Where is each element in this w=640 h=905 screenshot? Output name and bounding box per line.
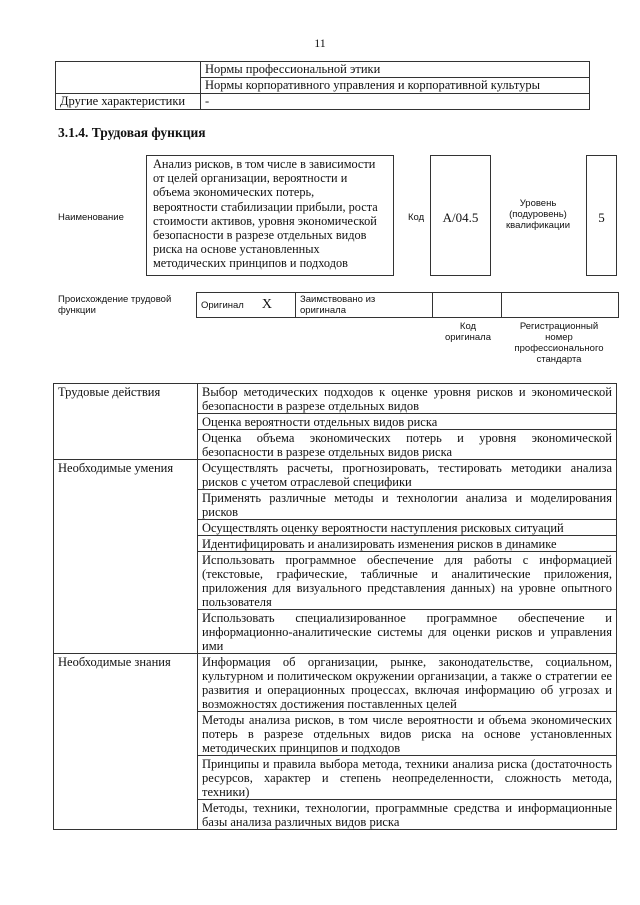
row-label <box>56 78 201 94</box>
group-item: Выбор методических подходов к оценке уровня рисков и экономической безопасности в разрезе отдельных видов <box>198 384 617 414</box>
borrowed-cell <box>296 293 433 318</box>
section-title: 3.1.4. Трудовая функция <box>58 125 206 140</box>
name-label: Наименование <box>58 212 124 223</box>
caption-line: оригинала <box>444 332 491 343</box>
group-item: Использовать специализированное программное обеспечение и информационно-аналитические системы для оценки рисков и управления ими <box>198 610 617 654</box>
table-row <box>54 384 617 414</box>
table-row <box>54 654 617 712</box>
caption-line: Код <box>459 321 477 332</box>
page-number: 11 <box>314 36 326 50</box>
original-mark: X <box>261 297 272 312</box>
row-value: Нормы корпоративного управления и корпоративной культуры <box>201 78 590 94</box>
function-name-line: риска на основе установленных <box>153 242 320 257</box>
caption-line: стандарта <box>536 354 582 365</box>
table-row <box>56 62 590 78</box>
group-item: Методы анализа рисков, в том числе вероятности и объема экономических потерь в разрезе отдельных видов риска на основе установленных методических принципов и подходов <box>198 712 617 756</box>
table-row <box>56 78 590 94</box>
reg-number-cell <box>502 293 619 318</box>
reg-number-caption <box>505 321 613 365</box>
borrowed-label-line: Заимствовано из <box>300 294 376 305</box>
original-code-caption <box>433 321 503 343</box>
function-name-line: стоимости активов, уровня экономической <box>153 213 377 228</box>
level-label-line: (подуровень) <box>509 209 567 220</box>
origin-table <box>196 292 619 318</box>
group-label: Трудовые действия <box>54 384 198 460</box>
origin-label-line: функции <box>58 305 96 316</box>
row-value: - <box>201 94 590 110</box>
function-name-line: от целей организации, вероятности и <box>153 171 348 186</box>
code-label: Код <box>408 212 425 223</box>
function-name-box <box>146 155 394 276</box>
group-item: Использовать программное обеспечение для работы с информацией (текстовые, графические, табличные и аналитические приложения, приложения для визуального представления данных) на уровне опытного пользователя <box>198 552 617 610</box>
level-label-line: квалификации <box>505 220 571 231</box>
level-label <box>497 198 579 231</box>
function-name-line: методических принципов и подходов <box>153 256 348 271</box>
function-name-line: объема экономических потерь, <box>153 185 315 200</box>
labor-function-table <box>53 383 617 830</box>
group-item: Осуществлять расчеты, прогнозировать, тестировать методики анализа рисков с учетом отраслевой специфики <box>198 460 617 490</box>
caption-line: номер <box>545 332 573 343</box>
group-item: Применять различные методы и технологии анализа и моделирования рисков <box>198 490 617 520</box>
group-item: Методы, техники, технологии, программные средства и информационные базы анализа различных видов риска <box>198 800 617 830</box>
code-value: A/04.5 <box>430 155 491 276</box>
group-item: Осуществлять оценку вероятности наступления рисковых ситуаций <box>198 520 617 536</box>
group-label: Необходимые умения <box>54 460 198 654</box>
group-item: Оценка вероятности отдельных видов риска <box>198 414 617 430</box>
original-label: Оригинал <box>201 300 244 311</box>
table-row <box>56 94 590 110</box>
function-name-line: вероятности стабилизации прибыли, роста <box>153 199 378 214</box>
original-code-cell <box>433 293 502 318</box>
row-value: Нормы профессиональной этики <box>201 62 590 78</box>
caption-line: профессионального <box>514 343 604 354</box>
group-item: Принципы и правила выбора метода, техники анализа риска (достаточность ресурсов, характер и степень неопределенности, сложность метода, техники) <box>198 756 617 800</box>
original-cell <box>197 293 296 318</box>
table-row <box>197 293 619 318</box>
group-item: Идентифицировать и анализировать изменения рисков в динамике <box>198 536 617 552</box>
level-label-line: Уровень <box>519 198 557 209</box>
group-item: Оценка объема экономических потерь и уровня экономической безопасности в разрезе отдельных видов риска <box>198 430 617 460</box>
table-row <box>54 460 617 490</box>
characteristics-table <box>55 61 590 110</box>
group-label: Необходимые знания <box>54 654 198 830</box>
level-value: 5 <box>586 155 617 276</box>
function-name-line: Анализ рисков, в том числе в зависимости <box>153 157 376 171</box>
row-label <box>56 62 201 78</box>
row-label: Другие характеристики <box>56 94 201 110</box>
group-item: Информация об организации, рынке, законодательстве, социальном, культурном и политическом окружении организации, а также о стратегии ее развития и операционных процессах, включая информацию об угрозах и возможностях достижения поставленных целей <box>198 654 617 712</box>
function-name-line: безопасности в разрезе отдельных видов <box>153 228 367 243</box>
borrowed-label-line: оригинала <box>300 305 347 316</box>
caption-line: Регистрационный <box>519 321 599 332</box>
origin-label <box>58 294 171 316</box>
origin-label-line: Происхождение трудовой <box>58 294 172 305</box>
